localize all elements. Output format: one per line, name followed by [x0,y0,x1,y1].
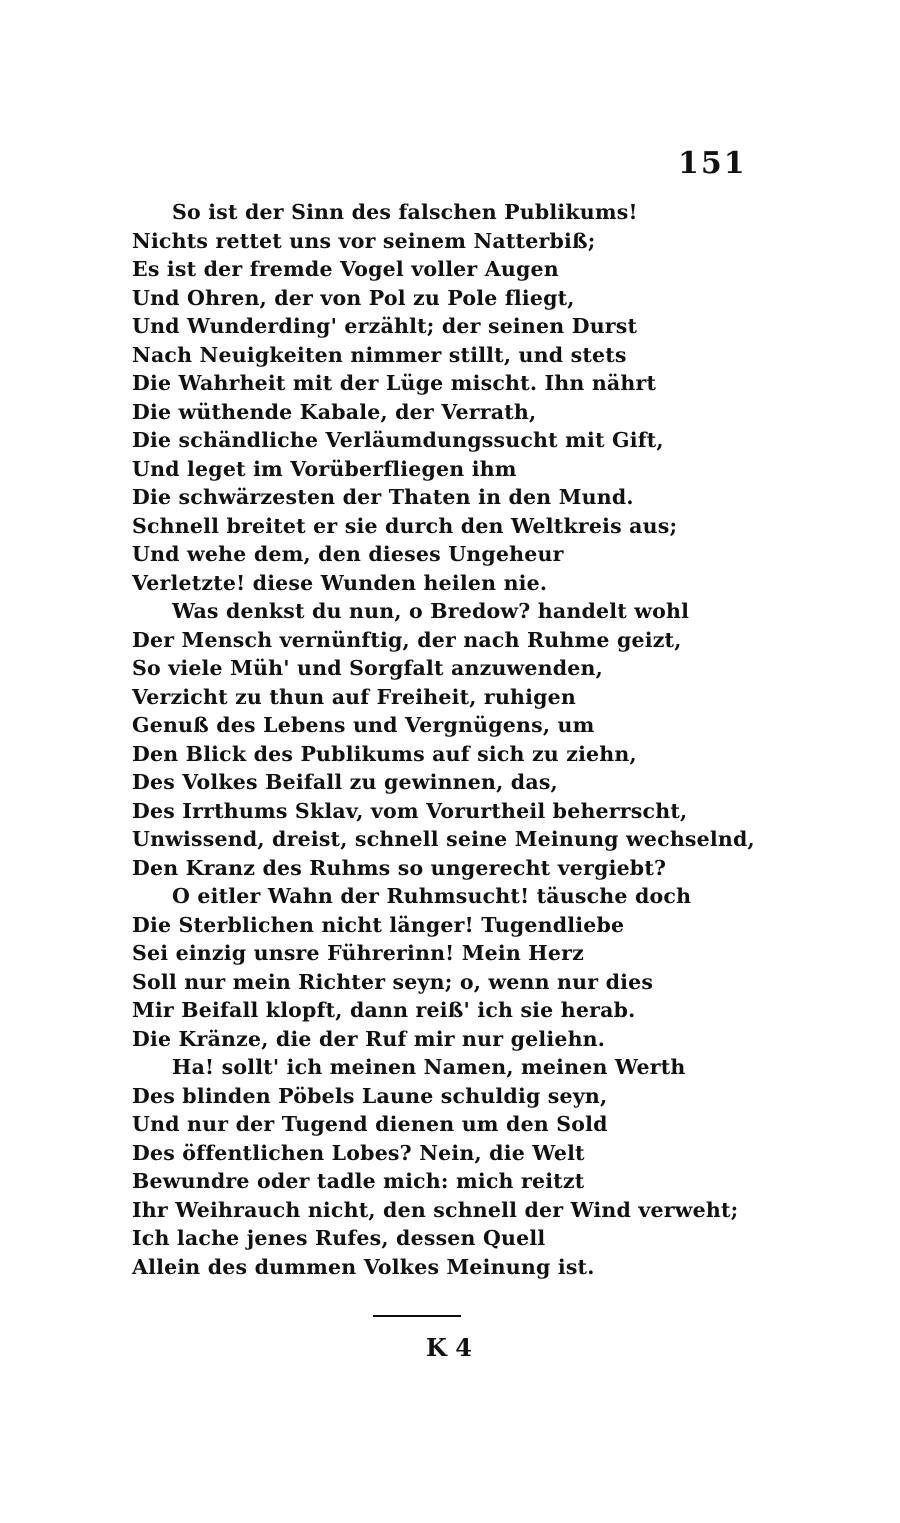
page-number: 151 [678,146,747,181]
verse-line: Der Mensch vernünftig, der nach Ruhme geizt, [132,627,682,652]
verse-line: O eitler Wahn der Ruhmsucht! täusche doch [172,884,692,908]
verse-line: Die Sterblichen nicht länger! Tugendliebe [132,912,625,937]
verse-line: Mir Beifall klopft, dann reiß' ich sie herab. [132,998,636,1022]
verse-line: Den Kranz des Ruhms so ungerecht vergiebt? [132,855,667,880]
verse-line: Des blinden Pöbels Laune schuldig seyn, [132,1083,608,1108]
verse-line: Was denkst du nun, o Bredow? handelt wohl [172,599,690,623]
verse-line: Die schwärzesten der Thaten in den Mund. [132,485,634,509]
verse-line: Ich lache jenes Rufes, dessen Quell [132,1226,546,1250]
verse-line: Und Ohren, der von Pol zu Pole fliegt, [132,285,575,310]
verse-line: Und Wunderding' erzählt; der seinen Durst [132,314,638,338]
poem-text [132,198,755,1281]
verse-line: Des Irrthums Sklav, vom Vorurtheil beherrscht, [132,798,688,823]
verse-line: Verzicht zu thun auf Freiheit, ruhigen [132,684,577,709]
verse-line: Unwissend, dreist, schnell seine Meinung wechselnd, [132,827,755,851]
verse-line: Und wehe dem, den dieses Ungeheur [132,542,564,566]
verse-line: Bewundre oder tadle mich: mich reitzt [132,1169,585,1193]
verse-line: Nach Neuigkeiten nimmer stillt, und stets [132,342,627,367]
verse-line: Die schändliche Verläumdungssucht mit Gift, [132,428,664,452]
verse-line: Ihr Weihrauch nicht, den schnell der Wind verweht; [132,1197,739,1222]
verse-line: Den Blick des Publikums auf sich zu ziehn, [132,741,637,766]
verse-line: Des öffentlichen Lobes? Nein, die Welt [132,1140,585,1165]
verse-line: Und leget im Vorüberfliegen ihm [132,456,517,481]
verse-line: Verletzte! diese Wunden heilen nie. [132,570,548,595]
verse-line: Es ist der fremde Vogel voller Augen [132,257,559,281]
verse-line: Sei einzig unsre Führerinn! Mein Herz [132,941,584,965]
footer-rule [373,1315,461,1317]
verse-line: Soll nur mein Richter seyn; o, wenn nur dies [132,969,654,994]
verse-line: Schnell breitet er sie durch den Weltkreis aus; [132,513,678,538]
verse-line: Genuß des Lebens und Vergnügens, um [132,713,595,737]
signature-mark: K 4 [426,1333,472,1362]
verse-line: Des Volkes Beifall zu gewinnen, das, [132,770,558,794]
verse-line: Die Wahrheit mit der Lüge mischt. Ihn nährt [132,371,657,395]
verse-line: Die wüthende Kabale, der Verrath, [132,399,537,424]
verse-line: Die Kränze, die der Ruf mir nur geliehn. [132,1026,606,1051]
verse-line: So ist der Sinn des falschen Publikums! [172,200,638,224]
verse-line: Allein des dummen Volkes Meinung ist. [132,1254,595,1279]
verse-line: Nichts rettet uns vor seinem Natterbiß; [132,228,596,253]
verse-line: Und nur der Tugend dienen um den Sold [132,1112,608,1136]
verse-line: So viele Müh' und Sorgfalt anzuwenden, [132,656,603,680]
verse-line: Ha! sollt' ich meinen Namen, meinen Werth [172,1055,686,1079]
